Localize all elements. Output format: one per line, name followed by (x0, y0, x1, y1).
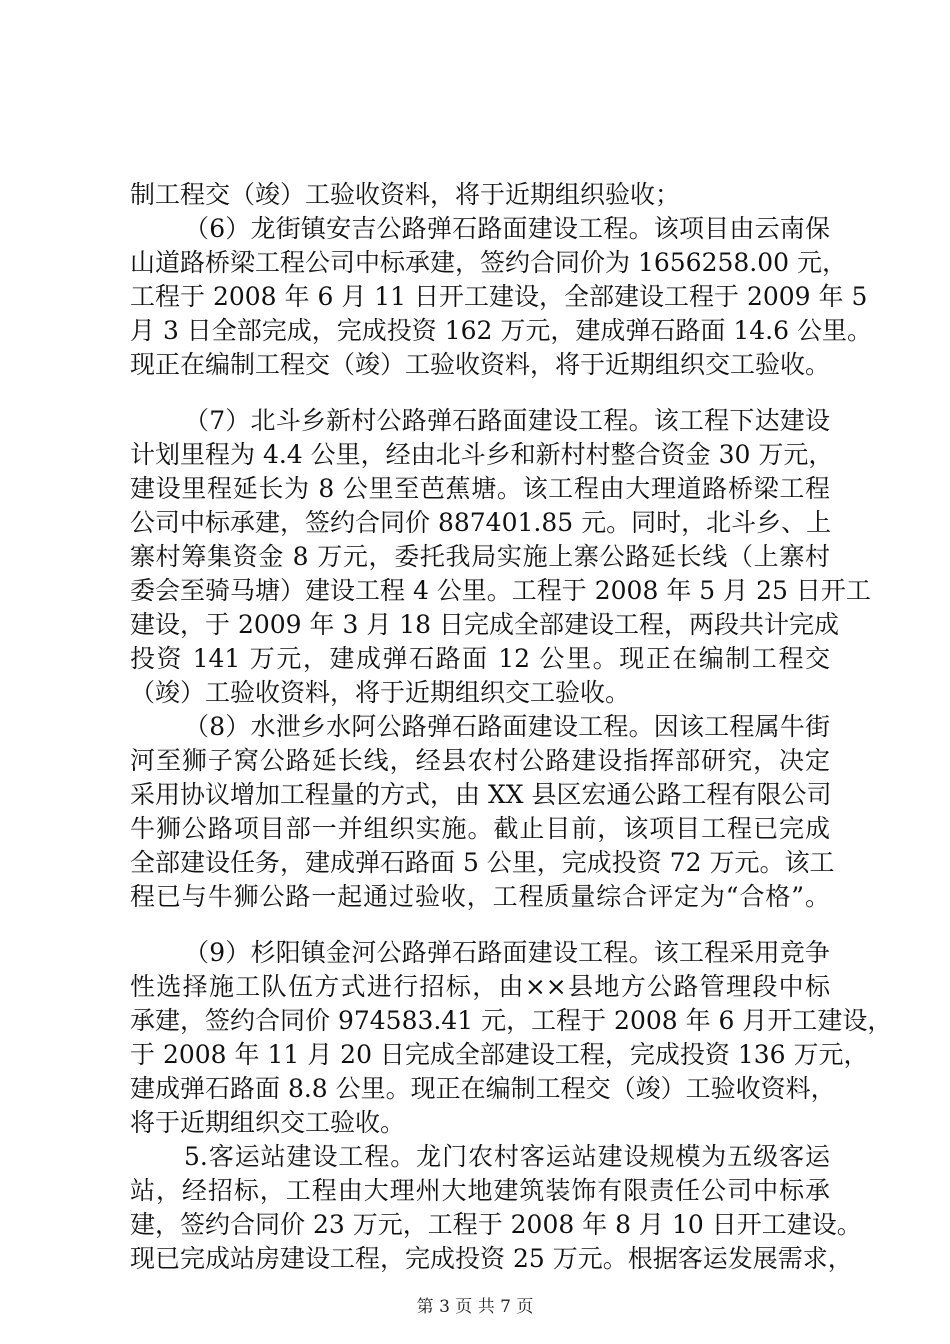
page-footer: 第 3 页 共 7 页 (416, 1297, 534, 1317)
text-line: 委会至骑马塘）建设工程 4 公里。工程于 2008 年 5 月 25 日开工 (130, 576, 871, 605)
text-line: 建成弹石路面 8.8 公里。现正在编制工程交（竣）工验收资料， (130, 1074, 836, 1103)
text-line: 程已与牛狮公路一起通过验收，工程质量综合评定为“合格”。 (130, 882, 830, 911)
text-line: 站，经招标，工程由大理州大地建筑装饰有限责任公司中标承 (130, 1176, 830, 1205)
text-line: 全部建设任务，建成弹石路面 5 公里，完成投资 72 万元。该工 (130, 848, 835, 877)
text-line: 牛狮公路项目部一并组织实施。截止目前，该项目工程已完成 (130, 814, 830, 843)
text-line: 工程于 2008 年 6 月 11 日开工建设，全部建设工程于 2009 年 5 (130, 282, 868, 311)
text-line: 承建，签约合同价 974583.41 元，工程于 2008 年 6 月开工建设， (130, 1006, 893, 1035)
text-line: 投资 141 万元，建成弹石路面 12 公里。现正在编制工程交 (130, 644, 830, 673)
text-line: 5.客运站建设工程。龙门农村客运站建设规模为五级客运 (184, 1142, 830, 1171)
text-line: 现正在编制工程交（竣）工验收资料，将于近期组织交工验收。 (130, 350, 831, 379)
text-line: 建设里程延长为 8 公里至芭蕉塘。该工程由大理道路桥梁工程 (130, 474, 830, 503)
text-line: （7）北斗乡新村公路弹石路面建设工程。该工程下达建设 (184, 406, 830, 435)
text-line: 建设，于 2009 年 3 月 18 日完成全部建设工程，两段共计完成 (130, 610, 840, 639)
text-line: 月 3 日全部完成，完成投资 162 万元，建成弹石路面 14.6 公里。 (130, 316, 872, 345)
text-line: 山道路桥梁工程公司中标承建，签约合同价为 1656258.00 元， (130, 248, 847, 277)
text-line: 性选择施工队伍方式进行招标，由××县地方公路管理段中标 (130, 972, 830, 1001)
text-line: 制工程交（竣）工验收资料，将于近期组织验收； (130, 180, 681, 209)
text-line: 将于近期组织交工验收。 (130, 1108, 406, 1137)
text-line: 于 2008 年 11 月 20 日完成全部建设工程，完成投资 136 万元， (130, 1040, 869, 1069)
text-line: （8）水泄乡水阿公路弹石路面建设工程。因该工程属牛街 (184, 712, 830, 741)
text-line: 建，签约合同价 23 万元，工程于 2008 年 8 月 10 日开工建设。 (130, 1210, 862, 1239)
text-line: （竣）工验收资料，将于近期组织交工验收。 (130, 678, 631, 707)
text-line: （9）杉阳镇金河公路弹石路面建设工程。该工程采用竞争 (184, 938, 830, 967)
text-line: （6）龙街镇安吉公路弹石路面建设工程。该项目由云南保 (184, 214, 830, 243)
text-line: 采用协议增加工程量的方式，由 XX 县区宏通公路工程有限公司 (130, 780, 832, 809)
text-line: 计划里程为 4.4 公里，经由北斗乡和新村村整合资金 30 万元， (130, 440, 834, 469)
text-line: 寨村筹集资金 8 万元，委托我局实施上寨公路延长线（上寨村 (130, 542, 830, 571)
text-line: 河至狮子窝公路延长线，经县农村公路建设指挥部研究，决定 (130, 746, 830, 775)
text-line: 现已完成站房建设工程，完成投资 25 万元。根据客运发展需求， (130, 1244, 853, 1273)
text-line: 公司中标承建，签约合同价 887401.85 元。同时，北斗乡、上 (130, 508, 832, 537)
